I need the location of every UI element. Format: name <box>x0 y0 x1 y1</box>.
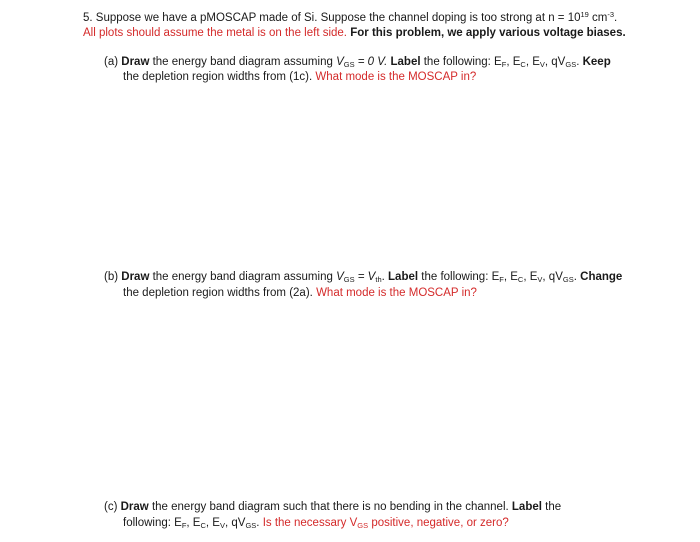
part-b-line1: (b) Draw the energy band diagram assuming $V_{GS} = V_{th}$. Label the following: $E_F$, $E_C$, $E_V$, $qV_{GS}$. Change <box>104 271 623 284</box>
part-a-line1: (a) Draw the energy band diagram assuming $V_{GS} = 0$ V. Label the following: $E_F$, $E_C$, $E_V$, $qV_{GS}$. Keep <box>104 56 611 69</box>
metal-side-note: All plots should assume the metal is on the left side. <box>83 27 348 39</box>
part-a-label: (a) <box>104 56 119 68</box>
part-c-label: (c) <box>104 501 118 513</box>
part-a-line2: the depletion region widths from (1c). What mode is the MOSCAP in? <box>123 71 477 83</box>
part-c-line2: following: $E_F$, $E_C$, $E_V$, $qV_{GS}$. Is the necessary $V_{GS}$ positive, negative, or zero? <box>123 517 509 530</box>
bias-note: For this problem, we apply various voltage biases. <box>350 27 626 39</box>
problem-intro: Suppose we have a pMOSCAP made of Si. Suppose the channel doping is too strong at n = 10 <box>95 12 581 24</box>
part-c-question: Is the necessary $V_{GS}$ positive, negative, or zero? <box>262 517 509 530</box>
problem-number: 5. <box>83 12 93 24</box>
part-b-label: (b) <box>104 271 119 283</box>
problem-note <box>83 26 626 40</box>
part-a-question: What mode is the MOSCAP in? <box>315 71 477 83</box>
doping-unit: cm <box>588 12 608 24</box>
part-c-line1: (c) Draw the energy band diagram such that there is no bending in the channel. Label the <box>104 501 562 513</box>
problem-statement: 5. Suppose we have a pMOSCAP made of Si. Suppose the channel doping is too strong at $n = 10^{19}$ $cm^{-3}$. <box>83 10 618 24</box>
part-b-question: What mode is the MOSCAP in? <box>316 287 477 299</box>
part-b-line2: the depletion region widths from (2a). What mode is the MOSCAP in? <box>123 287 477 299</box>
doping-exponent: 19 <box>580 10 589 19</box>
doping-unit-exponent: -3 <box>607 10 615 19</box>
